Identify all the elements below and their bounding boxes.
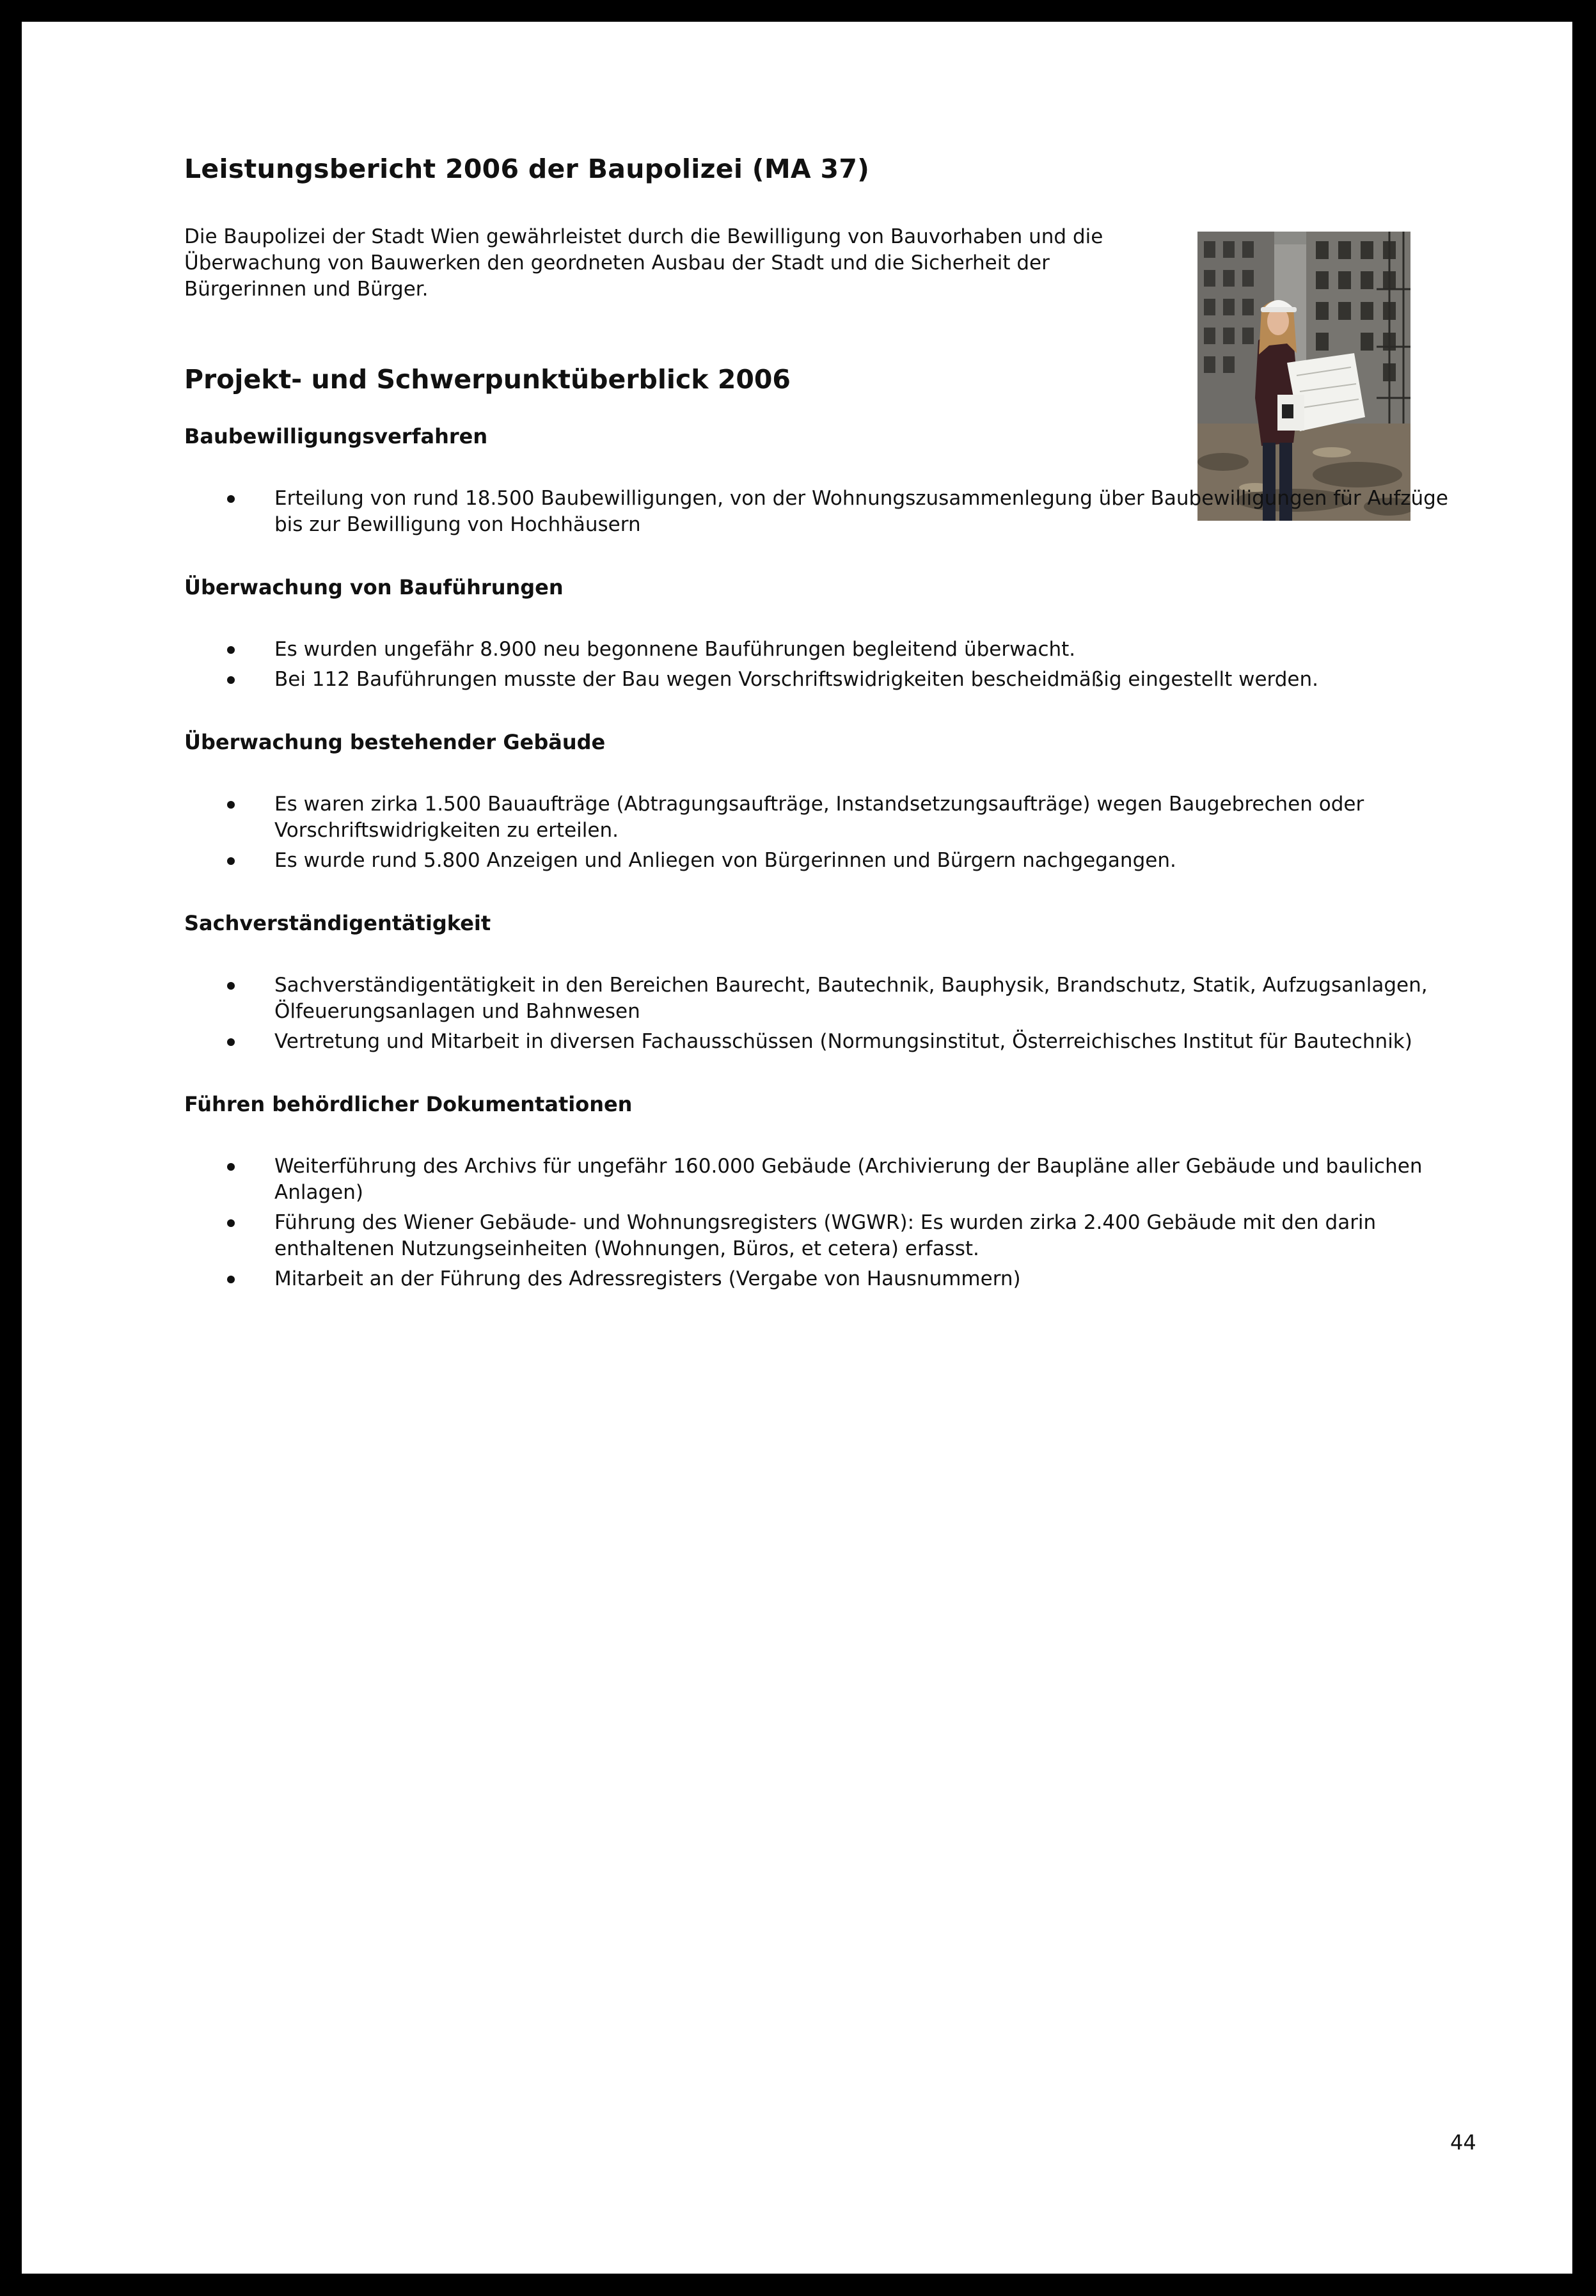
bullet-icon xyxy=(227,1038,235,1046)
subheading-sachverstaendigentaetigkeit: Sachverständigentätigkeit xyxy=(184,911,491,935)
list-item: Erteilung von rund 18.500 Baubewilligungen, von der Wohnungszusammenlegung über Baubewilligungen für Aufzüge bis zur Bewilligung von Hochhäusern xyxy=(184,486,1483,538)
subheading-baubewilligungsverfahren: Baubewilligungsverfahren xyxy=(184,424,488,448)
document-content xyxy=(184,124,1483,1296)
bullet-icon xyxy=(227,1219,235,1227)
list-item: Es waren zirka 1.500 Bauaufträge (Abtragungsaufträge, Instandsetzungsaufträge) wegen Baugebrechen oder Vorschriftswidrigkeiten zu erteilen. xyxy=(184,791,1483,844)
list-item: Führung des Wiener Gebäude- und Wohnungsregisters (WGWR): Es wurden zirka 2.400 Gebäude mit den darin enthaltenen Nutzungseinheiten (Wohnungen, Büros, et cetera) erfasst. xyxy=(184,1210,1483,1262)
bullet-icon xyxy=(227,676,235,684)
section-title: Projekt- und Schwerpunktüberblick 2006 xyxy=(184,364,791,395)
subheading-dokumentationen: Führen behördlicher Dokumentationen xyxy=(184,1092,633,1116)
intro-paragraph: Die Baupolizei der Stadt Wien gewährleistet durch die Bewilligung von Bauvorhaben und die Überwachung von Bauwerken den geordneten Ausbau der Stadt und die Sicherheit der Bürgerinnen und Bürger. xyxy=(184,225,1103,301)
bullet-list-dokumentationen xyxy=(184,1153,1483,1292)
bullet-list-sachverstaendigentaetigkeit xyxy=(184,972,1483,1055)
bullet-icon xyxy=(227,857,235,865)
list-item: Mitarbeit an der Führung des Adressregisters (Vergabe von Hausnummern) xyxy=(184,1266,1483,1292)
bullet-list-ueberwachung-gebaeude xyxy=(184,791,1483,874)
bullet-icon xyxy=(227,982,235,990)
list-item: Es wurde rund 5.800 Anzeigen und Anliegen von Bürgerinnen und Bürgern nachgegangen. xyxy=(184,848,1483,874)
bullet-icon xyxy=(227,646,235,654)
list-item: Sachverständigentätigkeit in den Bereichen Baurecht, Bautechnik, Bauphysik, Brandschutz, Statik, Aufzugsanlagen, Ölfeuerungsanlagen und Bahnwesen xyxy=(184,972,1483,1025)
subheading-ueberwachung-baufuehrungen: Überwachung von Bauführungen xyxy=(184,575,564,599)
bullet-list-ueberwachung-baufuehrungen xyxy=(184,637,1483,693)
page-number: 44 xyxy=(1450,2130,1476,2155)
bullet-icon xyxy=(227,801,235,809)
page-sheet xyxy=(22,22,1572,2274)
list-item: Vertretung und Mitarbeit in diversen Fachausschüssen (Normungsinstitut, Österreichisches Institut für Bautechnik) xyxy=(184,1029,1483,1055)
list-item: Weiterführung des Archivs für ungefähr 160.000 Gebäude (Archivierung der Baupläne aller Gebäude und baulichen Anlagen) xyxy=(184,1153,1483,1206)
bullet-icon xyxy=(227,495,235,503)
subheading-ueberwachung-gebaeude: Überwachung bestehender Gebäude xyxy=(184,730,606,754)
bullet-icon xyxy=(227,1276,235,1283)
bullet-icon xyxy=(227,1163,235,1171)
bullet-list-baubewilligungsverfahren xyxy=(184,486,1483,538)
page-title: Leistungsbericht 2006 der Baupolizei (MA 37) xyxy=(184,154,870,184)
list-item: Bei 112 Bauführungen musste der Bau wegen Vorschriftswidrigkeiten bescheidmäßig eingestellt werden. xyxy=(184,667,1483,693)
list-item: Es wurden ungefähr 8.900 neu begonnene Bauführungen begleitend überwacht. xyxy=(184,637,1483,663)
